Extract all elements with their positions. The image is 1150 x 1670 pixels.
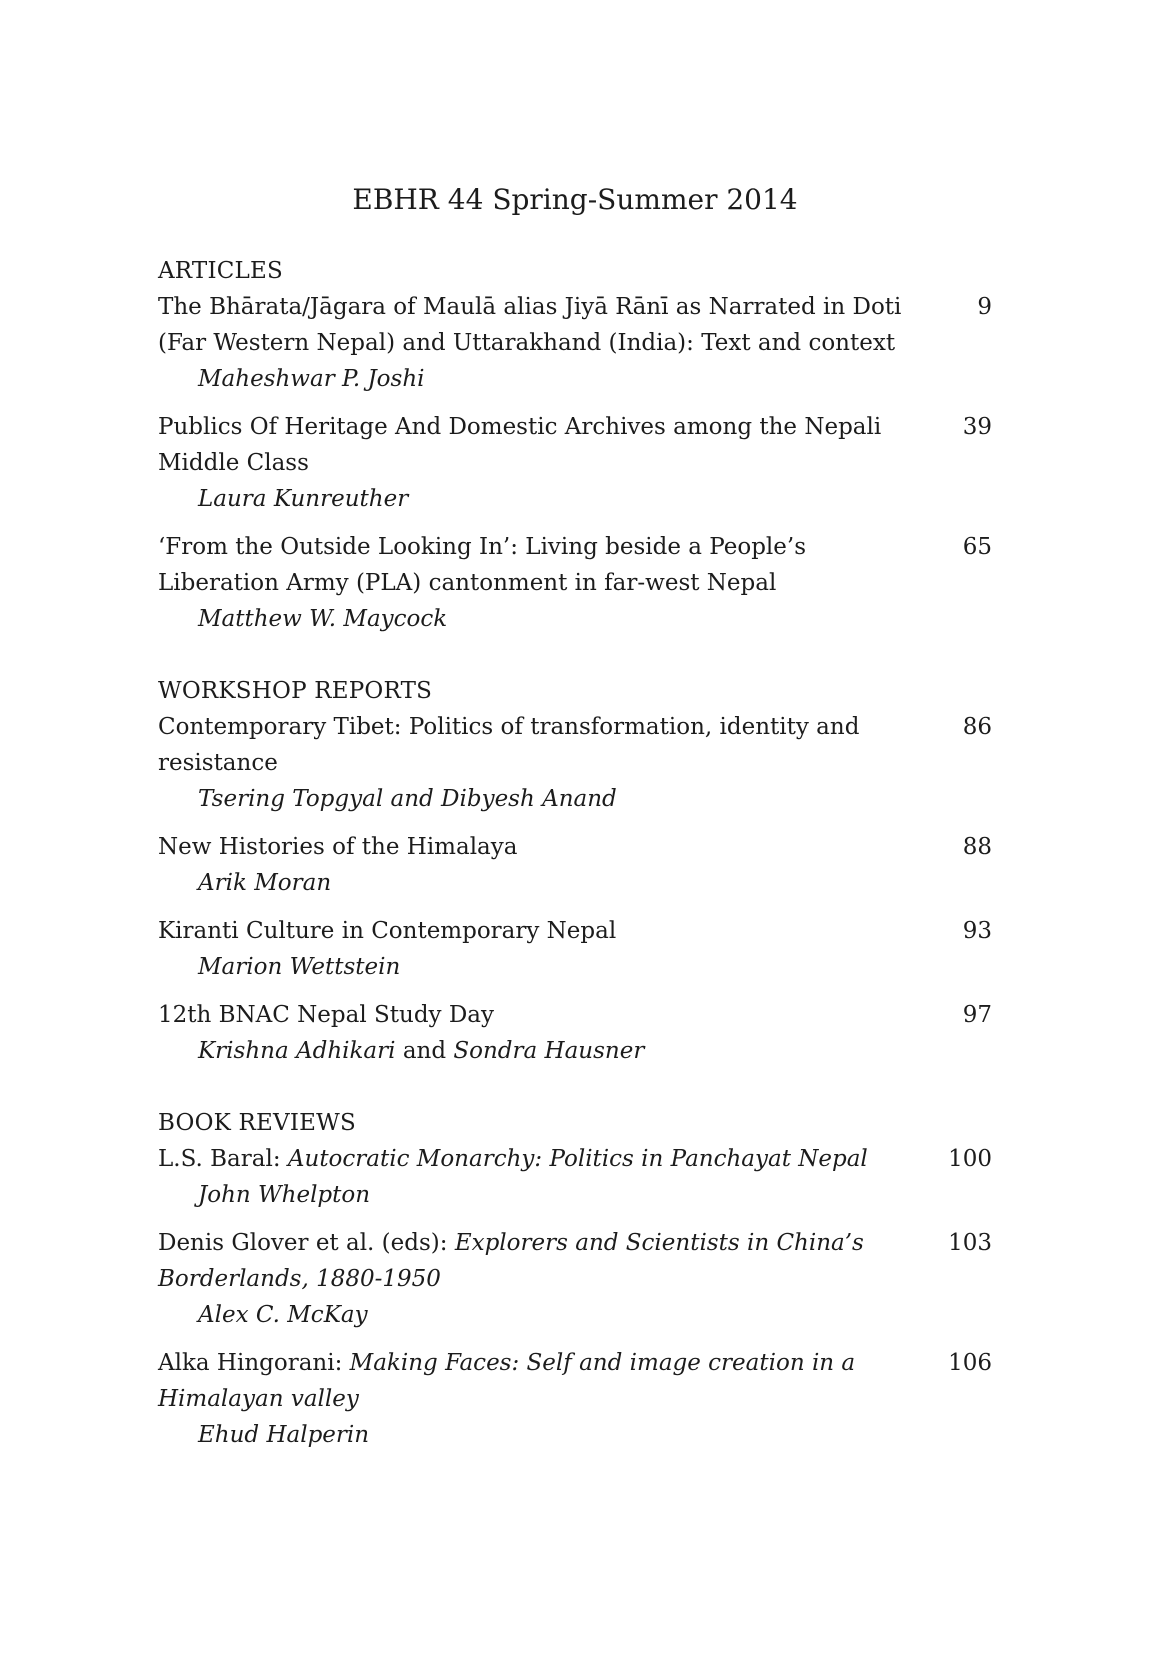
- journal-title: EBHR 44 Spring-Summer 2014: [352, 183, 798, 216]
- entry-author: Tsering Topgyal and Dibyesh Anand: [198, 786, 617, 812]
- reviewed-author: L.S. Baral:: [158, 1146, 281, 1172]
- book-title: Making Faces: Self and image creation in a Himalayan valley: [158, 1350, 856, 1412]
- reviewed-author: Denis Glover et al. (eds):: [158, 1230, 448, 1256]
- entry-title: ‘From the Outside Looking In’: Living beside a People’s Liberation Army (PLA) cantonment in far-west Nepal: [158, 534, 806, 596]
- section-book-reviews: [158, 1105, 992, 1453]
- entry-title: Publics Of Heritage And Domestic Archives among the Nepali Middle Class: [158, 414, 882, 476]
- page-number: 100: [948, 1146, 992, 1172]
- page-number: 86: [962, 714, 992, 740]
- toc-entry: [158, 1141, 992, 1213]
- entry-author: Ehud Halperin: [198, 1422, 370, 1448]
- entry-title: [158, 1225, 918, 1297]
- entry-title: [158, 1141, 918, 1177]
- toc-entry: [158, 529, 992, 637]
- entry-author: Alex C. McKay: [198, 1302, 368, 1328]
- book-title: Explorers and Scientists in China’s Borderlands, 1880-1950: [158, 1230, 864, 1292]
- reviewed-author: Alka Hingorani:: [158, 1350, 343, 1376]
- author-joiner: and: [402, 1038, 447, 1064]
- table-of-contents: [158, 253, 992, 1489]
- entry-title: Contemporary Tibet: Politics of transformation, identity and resistance: [158, 714, 860, 776]
- page-number: 106: [948, 1350, 992, 1376]
- book-title: Autocratic Monarchy: Politics in Panchayat Nepal: [287, 1146, 868, 1172]
- entry-title: 12th BNAC Nepal Study Day: [158, 1002, 495, 1028]
- author-name: Sondra Hausner: [453, 1038, 645, 1064]
- toc-entry: [158, 709, 992, 817]
- section-heading: WORKSHOP REPORTS: [158, 678, 433, 704]
- page-number: 103: [948, 1230, 992, 1256]
- entry-author: Marion Wettstein: [198, 954, 401, 980]
- toc-entry: [158, 913, 992, 985]
- section-heading: BOOK REVIEWS: [158, 1110, 356, 1136]
- toc-entry: [158, 289, 992, 397]
- toc-entry: [158, 1225, 992, 1333]
- toc-entry: [158, 997, 992, 1069]
- toc-entry: [158, 829, 992, 901]
- page-number: 88: [962, 834, 992, 860]
- section-articles: [158, 253, 992, 637]
- entry-author: [158, 1033, 992, 1069]
- page-number: 93: [962, 918, 992, 944]
- section-workshop-reports: [158, 673, 992, 1069]
- entry-title: [158, 1345, 918, 1417]
- entry-title: New Histories of the Himalaya: [158, 834, 518, 860]
- page-number: 9: [977, 294, 992, 320]
- entry-title: The Bhārata/Jāgara of Maulā alias Jiyā Rānī as Narrated in Doti (Far Western Nepal) and Uttarakhand (India): Text and context: [158, 294, 902, 356]
- entry-title: Kiranti Culture in Contemporary Nepal: [158, 918, 617, 944]
- page-number: 65: [962, 534, 992, 560]
- page-number: 39: [962, 414, 992, 440]
- entry-author: Arik Moran: [198, 870, 332, 896]
- page-number: 97: [962, 1002, 992, 1028]
- author-name: Krishna Adhikari: [198, 1038, 396, 1064]
- section-heading: ARTICLES: [158, 258, 283, 284]
- toc-entry: [158, 409, 992, 517]
- entry-author: Matthew W. Maycock: [198, 606, 448, 632]
- toc-entry: [158, 1345, 992, 1453]
- entry-author: Laura Kunreuther: [198, 486, 409, 512]
- entry-author: John Whelpton: [198, 1182, 371, 1208]
- entry-author: Maheshwar P. Joshi: [198, 366, 425, 392]
